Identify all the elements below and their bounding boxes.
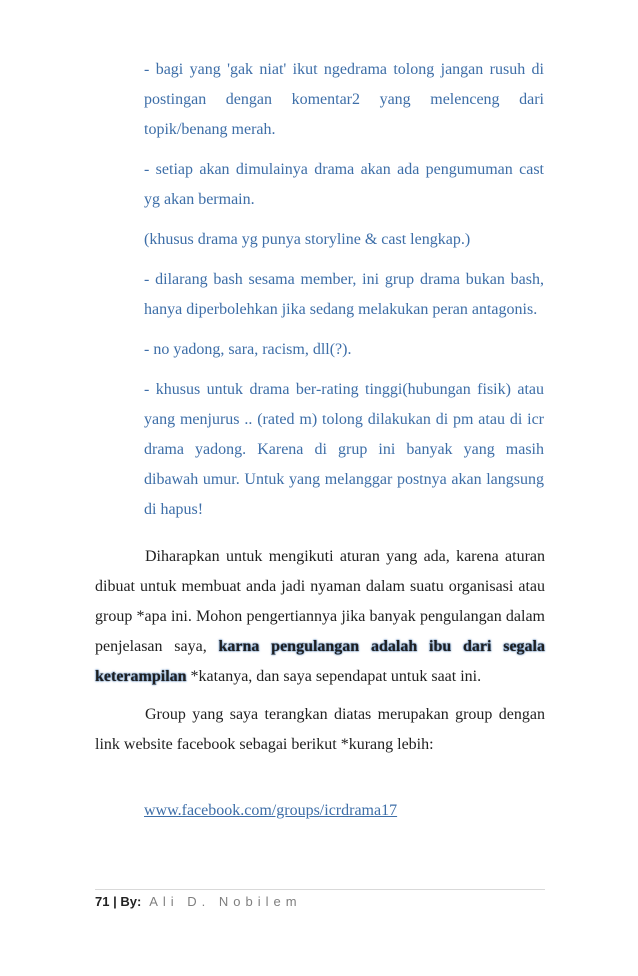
paragraph-text: *katanya, dan saya sependapat untuk saat ini. (186, 668, 482, 685)
rules-quote-block (144, 55, 544, 535)
rule-item: - khusus untuk drama ber-rating tinggi(hubungan fisik) atau yang menjurus .. (rated m) tolong dilakukan di pm atau di icr drama yadong. Karena di grup ini banyak yang masih dibawah umur. Untuk yang melanggar postnya akan langsung di hapus! (144, 381, 544, 518)
rule-item: - no yadong, sara, racism, dll(?). (144, 341, 352, 358)
body-paragraph-2: Group yang saya terangkan diatas merupakan group dengan link website facebook sebagai berikut *kurang lebih: (95, 706, 545, 753)
by-label: By: (120, 894, 142, 909)
footer-separator: | (109, 894, 121, 909)
facebook-group-link[interactable]: www.facebook.com/groups/icrdrama17 (144, 802, 398, 819)
rule-item: - setiap akan dimulainya drama akan ada pengumuman cast yg akan bermain. (144, 161, 544, 208)
body-paragraph-1 (95, 542, 545, 692)
rule-item: - dilarang bash sesama member, ini grup drama bukan bash, hanya diperbolehkan jika sedang melakukan peran antagonis. (144, 271, 544, 318)
author-name: Ali D. Nobilem (141, 894, 302, 909)
highlighted-phrase: karna pengulangan adalah ibu dari segala keterampilan (95, 638, 546, 685)
rule-item: (khusus drama yg punya storyline & cast lengkap.) (144, 231, 471, 248)
page-footer (95, 894, 302, 909)
body-paragraphs (95, 542, 545, 768)
paragraph-text: Diharapkan untuk mengikuti aturan yang ada, karena aturan dibuat untuk membuat anda jadi nyaman dalam suatu organisasi atau group *apa ini. Mohon pengertiannya jika banyak pengulangan dalam penjelasan saya, (95, 548, 545, 655)
footer-divider (95, 889, 545, 890)
page-number: 71 (95, 894, 110, 909)
rule-item: - bagi yang 'gak niat' ikut ngedrama tolong jangan rusuh di postingan dengan komentar2 yang melenceng dari topik/benang merah. (144, 61, 544, 138)
